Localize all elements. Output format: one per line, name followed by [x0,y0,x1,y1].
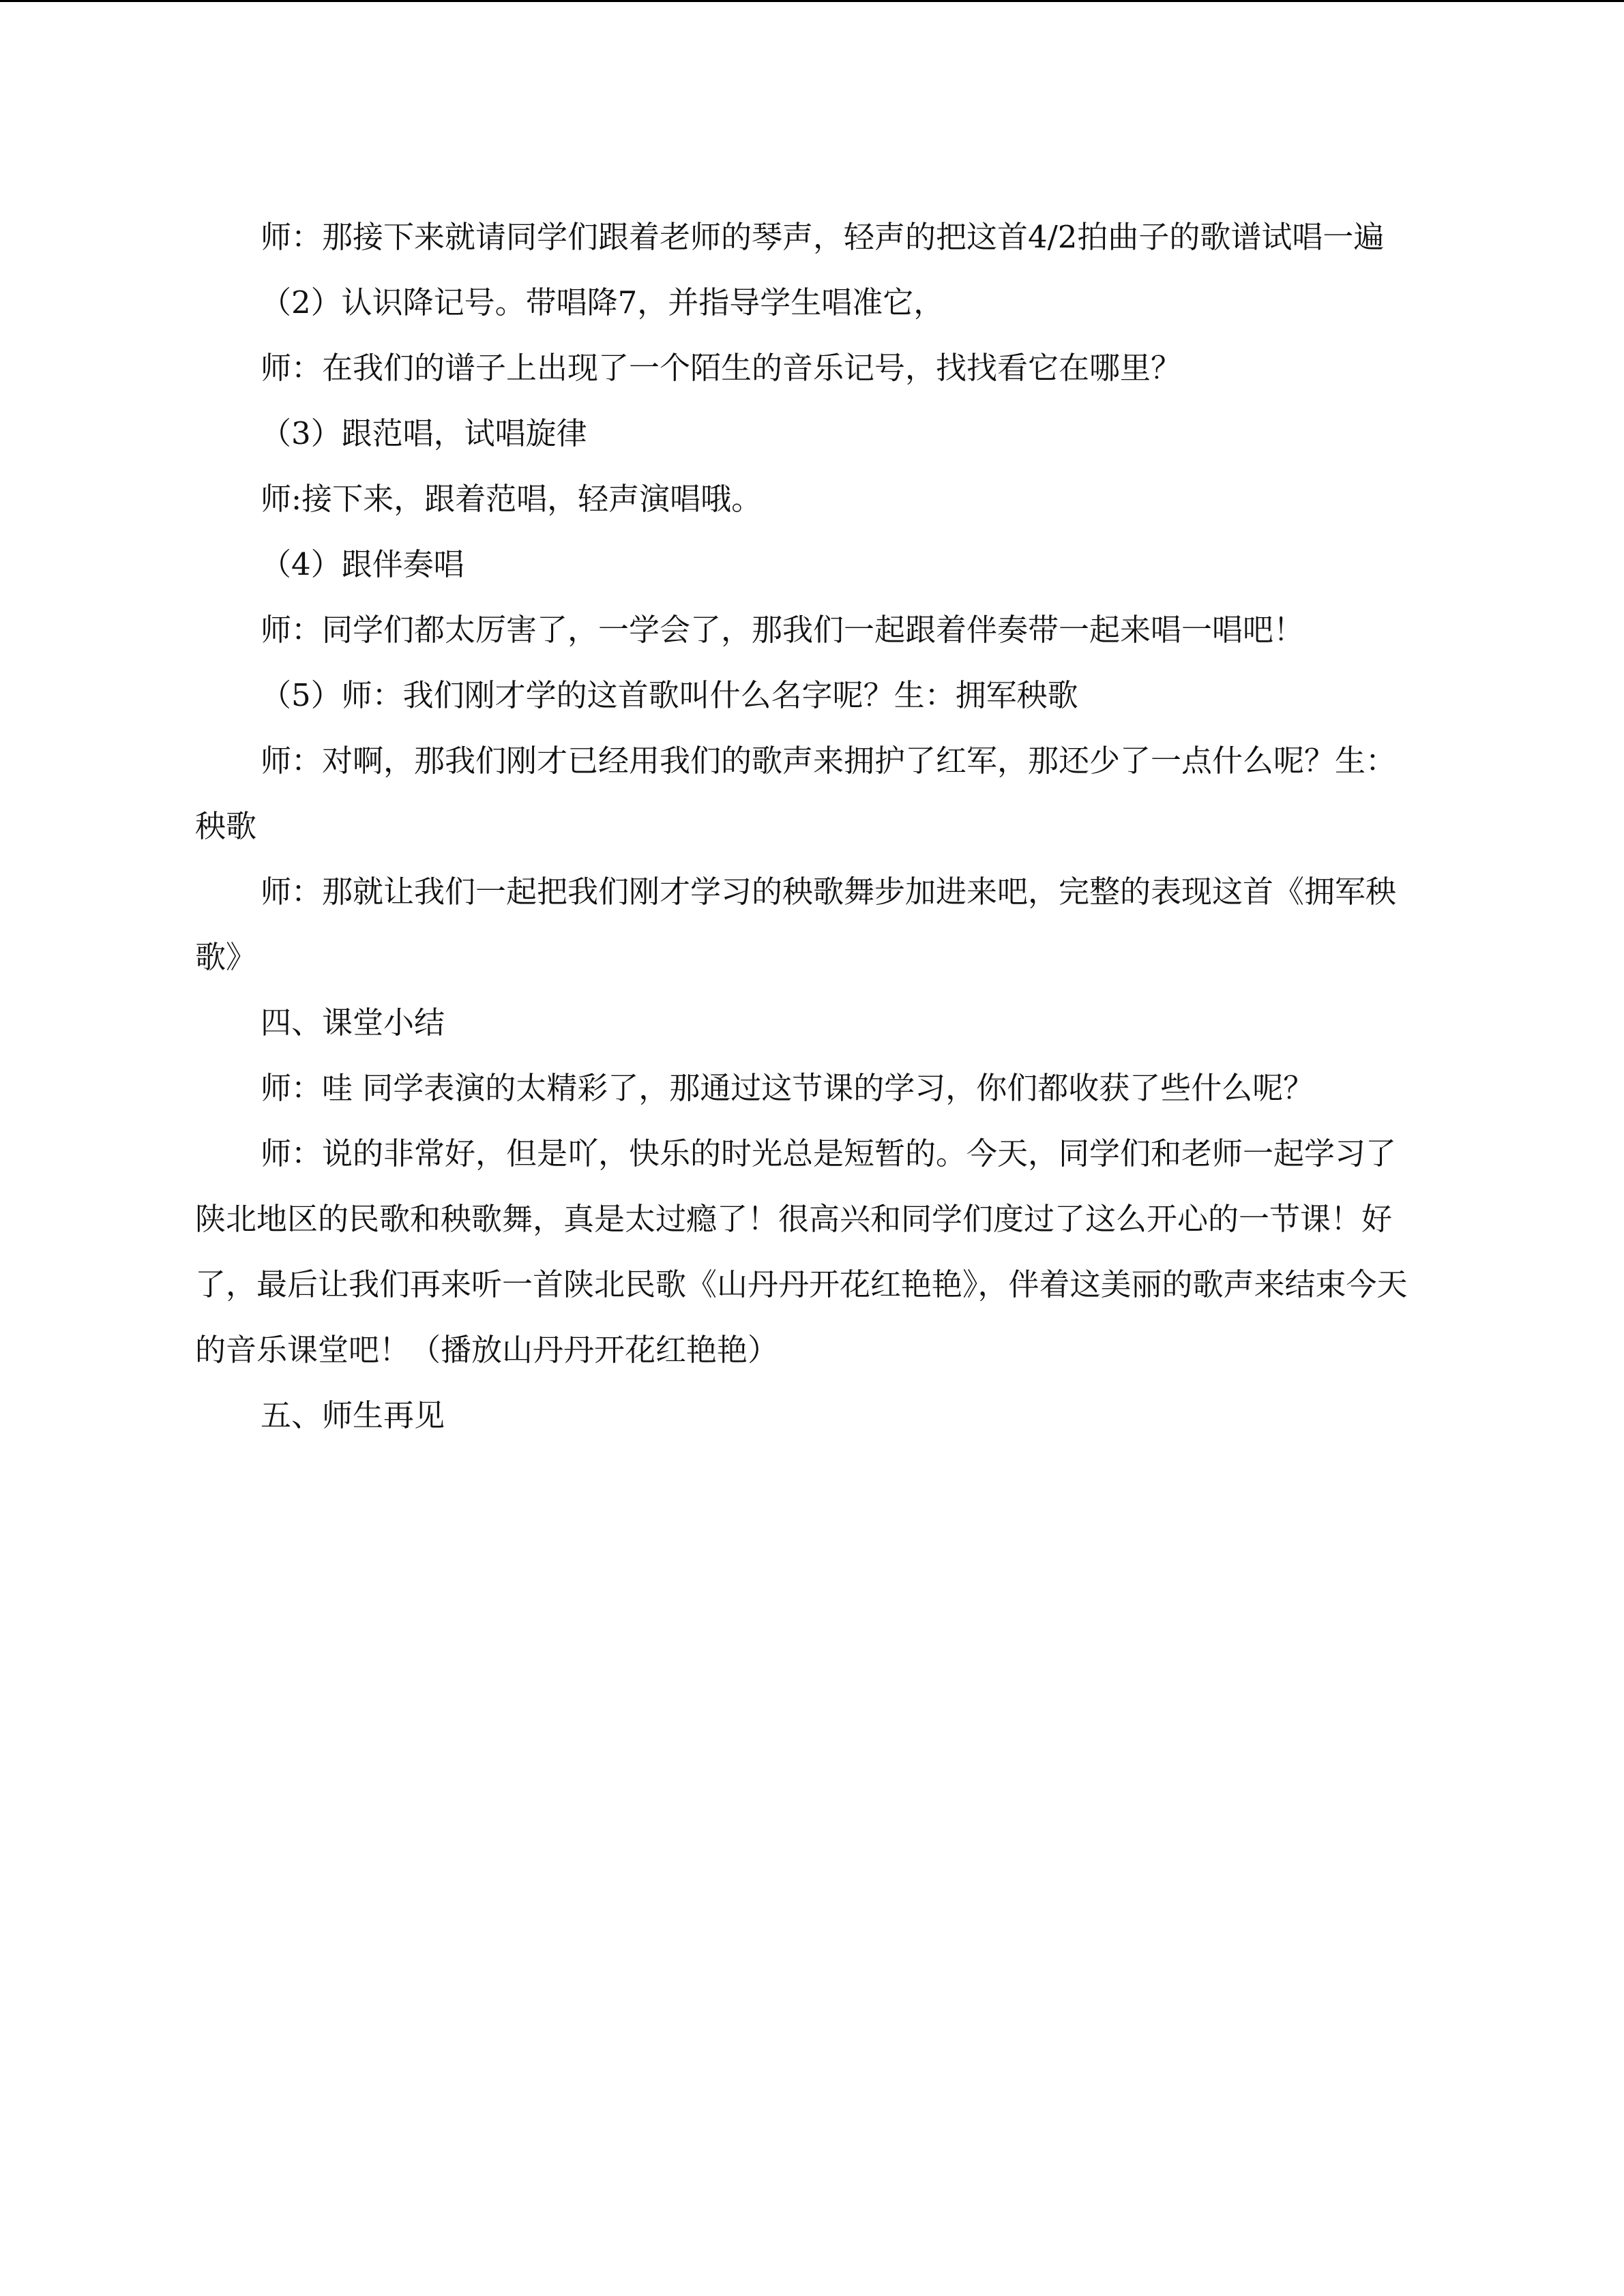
paragraph-step-3-follow-demo: （3）跟范唱，试唱旋律 [261,415,587,451]
paragraph-step-2-flat-sign: （2）认识降记号。带唱降7，并指导学生唱准它， [261,284,945,320]
section-heading-summary: 四、课堂小结 [261,1004,445,1041]
paragraph-teacher-find-symbol: 师：在我们的谱子上出现了一个陌生的音乐记号，找找看它在哪里？ [261,350,1182,386]
paragraph-step-5-song-name: （5）师：我们刚才学的这首歌叫什么名字呢？生：拥军秧歌 [261,677,1078,713]
paragraph-teacher-sing-score: 师：那接下来就请同学们跟着老师的琴声，轻声的把这首4/2拍曲子的歌谱试唱一遍 [261,219,1385,255]
section-heading-goodbye: 五、师生再见 [261,1397,445,1433]
paragraph-teacher-sing-together: 师：同学们都太厉害了，一学会了，那我们一起跟着伴奏带一起来唱一唱吧！ [261,612,1305,648]
paragraph-teacher-sing-softly: 师:接下来，跟着范唱，轻声演唱哦。 [261,481,763,517]
paragraph-teacher-what-missing: 师：对啊，那我们刚才已经用我们的歌声来拥护了红军，那还少了一点什么呢？生：秧歌 [195,743,1397,844]
page-top-border [0,0,1624,2]
paragraph-step-4-accompaniment: （4）跟伴奏唱 [261,546,464,582]
paragraph-teacher-add-dance: 师：那就让我们一起把我们刚才学习的秧歌舞步加进来吧，完整的表现这首《拥军秧歌》 [195,874,1397,975]
paragraph-teacher-closing: 师：说的非常好，但是吖，快乐的时光总是短暂的。今天，同学们和老师一起学习了陕北地区的民歌和秧歌舞，真是太过瘾了！很高兴和同学们度过了这么开心的一节课！好了，最后让我们再来听一首陕北民歌《山丹丹开花红艳艳》，伴着这美丽的歌声来结束今天的音乐课堂吧！（播放山丹丹开花红艳艳） [195,1135,1408,1368]
paragraph-teacher-what-learned: 师：哇 同学表演的太精彩了，那通过这节课的学习，你们都收获了些什么呢？ [261,1070,1314,1106]
document-page [195,205,1409,1448]
